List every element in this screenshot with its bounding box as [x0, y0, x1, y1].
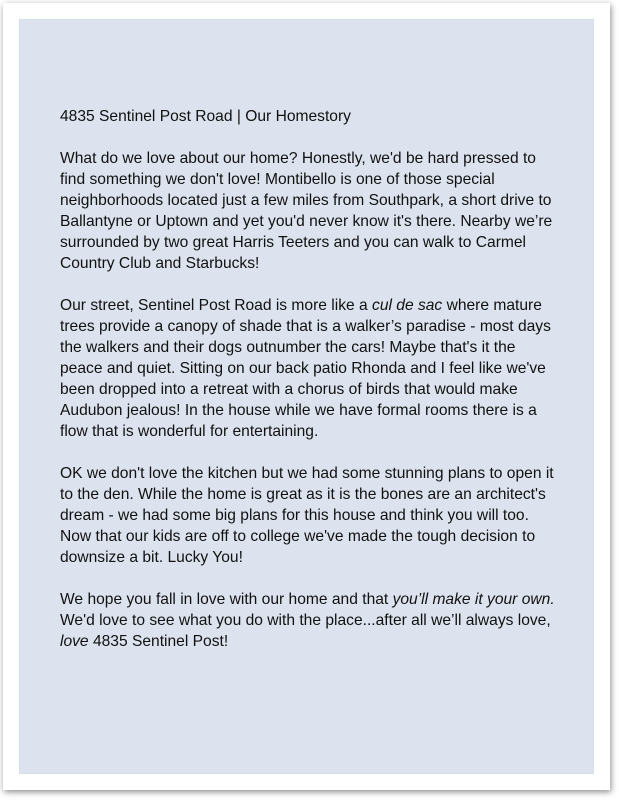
paragraph-intro: What do we love about our home? Honestly, we'd be hard pressed to find something we don't love! Montibello is one of those special neighborhoods located just a few miles from Southpark, a short drive to Ballantyne or Uptown and yet you'd never know it's there. Nearby we’re surrounded by two great Harris Teeters and you can walk to Carmel Country Club and Starbucks!	[60, 150, 553, 272]
paragraph-kitchen: OK we don't love the kitchen but we had some stunning plans to open it to the den. While the home is great as it is the bones are an architect's dream - we had some big plans for this house and think you will too. Now that our kids are off to college we've made the tough decision to downsize a bit. Lucky You!	[60, 465, 554, 566]
document-title: 4835 Sentinel Post Road | Our Homestory	[60, 108, 351, 125]
paragraph-closing-text-a: We hope you fall in love with our home and that	[60, 591, 393, 608]
paragraph-closing-emphasis-2: love	[60, 633, 89, 650]
paragraph-closing-text-c: 4835 Sentinel Post!	[88, 633, 229, 650]
paragraph-closing-text-b: We'd love to see what you do with the place...after all we’ll always love,	[60, 612, 551, 629]
paragraph-street-emphasis: cul de sac	[372, 297, 443, 314]
paragraph-closing-emphasis-1: you’ll make it your own.	[392, 591, 555, 608]
paragraph-street	[60, 295, 560, 442]
paragraph-street-text-a: Our street, Sentinel Post Road is more like a	[60, 297, 373, 314]
document-body	[60, 106, 560, 673]
paragraph-street-text-b: where mature trees provide a canopy of shade that is a walker’s paradise - most days the walkers and their dogs outnumber the cars! Maybe that's it the peace and quiet. Sitting on our back patio Rhonda and I feel like we've been dropped into a retreat with a chorus of birds that would make Audubon jealous! In the house while we have formal rooms there is a flow that is wonderful for entertaining.	[60, 297, 551, 440]
paragraph-closing	[60, 589, 560, 652]
